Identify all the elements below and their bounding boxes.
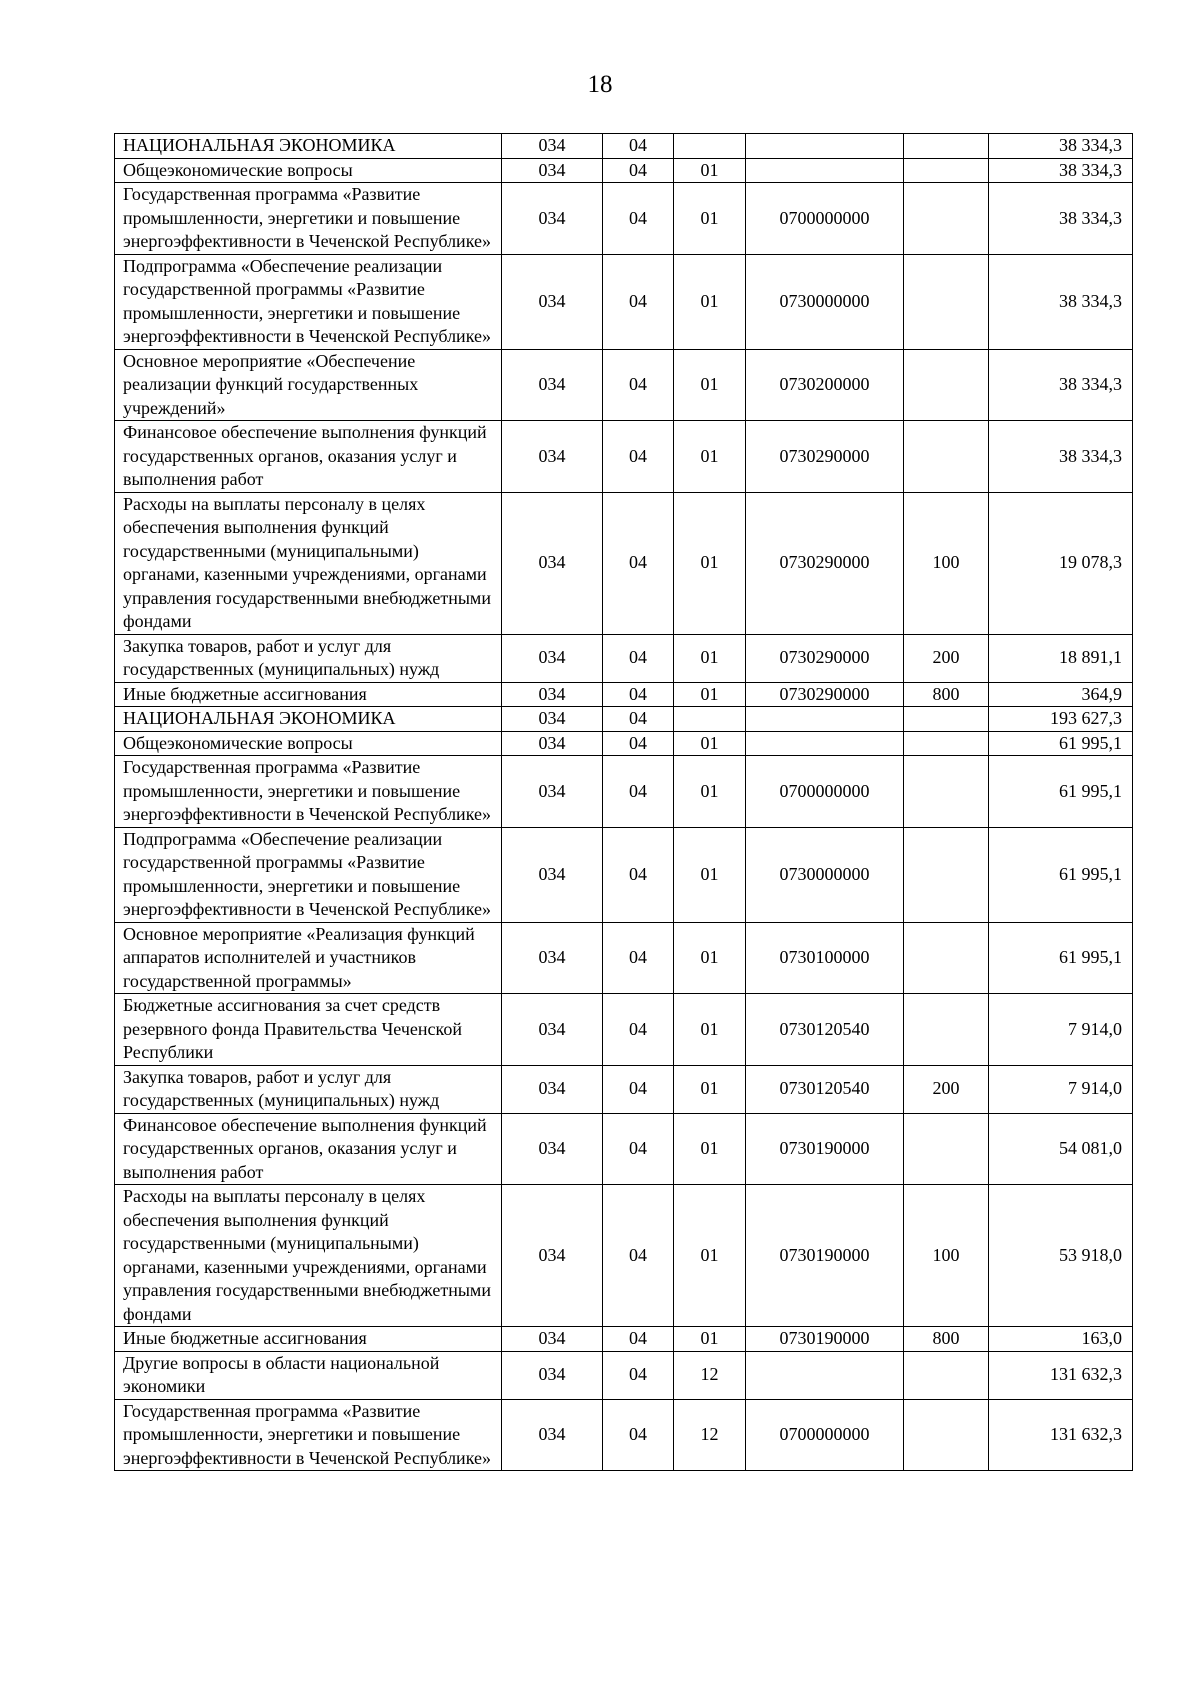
section-code-cell: 04 [603, 254, 674, 349]
expense-type-code-cell [904, 922, 989, 994]
amount-cell: 53 918,0 [989, 1185, 1133, 1327]
expense-type-code-cell [904, 1351, 989, 1399]
subsection-code-cell: 12 [674, 1399, 746, 1471]
expense-type-code-cell [904, 1399, 989, 1471]
subsection-code-cell: 12 [674, 1351, 746, 1399]
section-code-cell: 04 [603, 1351, 674, 1399]
section-code-cell: 04 [603, 1113, 674, 1185]
ministry-code-cell: 034 [502, 1185, 603, 1327]
expense-type-code-cell [904, 1113, 989, 1185]
subsection-code-cell: 01 [674, 731, 746, 756]
amount-cell: 61 995,1 [989, 731, 1133, 756]
section-code-cell: 04 [603, 634, 674, 682]
item-name-cell: Подпрограмма «Обеспечение реализации государственной программы «Развитие промышленности, энергетики и повышение энергоэффективности в Чеченской Республике» [115, 254, 502, 349]
amount-cell: 38 334,3 [989, 158, 1133, 183]
table-row [115, 1113, 1133, 1185]
table-row [115, 682, 1133, 707]
subsection-code-cell: 01 [674, 158, 746, 183]
expense-type-code-cell: 100 [904, 492, 989, 634]
subsection-code-cell: 01 [674, 254, 746, 349]
section-code-cell: 04 [603, 1185, 674, 1327]
ministry-code-cell: 034 [502, 254, 603, 349]
section-code-cell: 04 [603, 1065, 674, 1113]
expense-type-code-cell [904, 421, 989, 493]
subsection-code-cell: 01 [674, 827, 746, 922]
item-name-cell: НАЦИОНАЛЬНАЯ ЭКОНОМИКА [115, 134, 502, 159]
ministry-code-cell: 034 [502, 756, 603, 828]
item-name-cell: Другие вопросы в области национальной экономики [115, 1351, 502, 1399]
target-article-code-cell: 0730000000 [746, 254, 904, 349]
target-article-code-cell: 0730290000 [746, 634, 904, 682]
ministry-code-cell: 034 [502, 421, 603, 493]
page-number: 18 [587, 71, 613, 98]
section-code-cell: 04 [603, 183, 674, 255]
table-row [115, 421, 1133, 493]
ministry-code-cell: 034 [502, 158, 603, 183]
table-row [115, 134, 1133, 159]
item-name-cell: Закупка товаров, работ и услуг для государственных (муниципальных) нужд [115, 634, 502, 682]
table-row [115, 1327, 1133, 1352]
ministry-code-cell: 034 [502, 1351, 603, 1399]
table-row [115, 1351, 1133, 1399]
ministry-code-cell: 034 [502, 731, 603, 756]
amount-cell: 61 995,1 [989, 756, 1133, 828]
ministry-code-cell: 034 [502, 827, 603, 922]
ministry-code-cell: 034 [502, 682, 603, 707]
section-code-cell: 04 [603, 731, 674, 756]
target-article-code-cell: 0730120540 [746, 1065, 904, 1113]
section-code-cell: 04 [603, 1327, 674, 1352]
section-code-cell: 04 [603, 682, 674, 707]
expense-type-code-cell [904, 349, 989, 421]
item-name-cell: Подпрограмма «Обеспечение реализации государственной программы «Развитие промышленности, энергетики и повышение энергоэффективности в Чеченской Республике» [115, 827, 502, 922]
amount-cell: 19 078,3 [989, 492, 1133, 634]
item-name-cell: Иные бюджетные ассигнования [115, 682, 502, 707]
subsection-code-cell [674, 134, 746, 159]
expense-type-code-cell [904, 254, 989, 349]
item-name-cell: Общеэкономические вопросы [115, 731, 502, 756]
amount-cell: 61 995,1 [989, 827, 1133, 922]
ministry-code-cell: 034 [502, 1065, 603, 1113]
ministry-code-cell: 034 [502, 134, 603, 159]
expense-type-code-cell [904, 827, 989, 922]
item-name-cell: Государственная программа «Развитие промышленности, энергетики и повышение энергоэффективности в Чеченской Республике» [115, 1399, 502, 1471]
table-row [115, 254, 1133, 349]
amount-cell: 38 334,3 [989, 421, 1133, 493]
item-name-cell: Финансовое обеспечение выполнения функций государственных органов, оказания услуг и выполнения работ [115, 1113, 502, 1185]
section-code-cell: 04 [603, 1399, 674, 1471]
item-name-cell: Государственная программа «Развитие промышленности, энергетики и повышение энергоэффективности в Чеченской Республике» [115, 183, 502, 255]
target-article-code-cell [746, 707, 904, 732]
table-row [115, 827, 1133, 922]
ministry-code-cell: 034 [502, 1327, 603, 1352]
expense-type-code-cell: 200 [904, 634, 989, 682]
table-row [115, 183, 1133, 255]
expense-type-code-cell [904, 134, 989, 159]
amount-cell: 38 334,3 [989, 349, 1133, 421]
section-code-cell: 04 [603, 922, 674, 994]
table-body [115, 134, 1133, 1471]
subsection-code-cell: 01 [674, 1113, 746, 1185]
amount-cell: 38 334,3 [989, 183, 1133, 255]
expense-type-code-cell: 800 [904, 682, 989, 707]
amount-cell: 131 632,3 [989, 1351, 1133, 1399]
ministry-code-cell: 034 [502, 492, 603, 634]
subsection-code-cell: 01 [674, 421, 746, 493]
ministry-code-cell: 034 [502, 1113, 603, 1185]
target-article-code-cell: 0700000000 [746, 1399, 904, 1471]
subsection-code-cell: 01 [674, 994, 746, 1066]
target-article-code-cell [746, 1351, 904, 1399]
subsection-code-cell: 01 [674, 1185, 746, 1327]
item-name-cell: Закупка товаров, работ и услуг для государственных (муниципальных) нужд [115, 1065, 502, 1113]
item-name-cell: Общеэкономические вопросы [115, 158, 502, 183]
amount-cell: 7 914,0 [989, 994, 1133, 1066]
item-name-cell: НАЦИОНАЛЬНАЯ ЭКОНОМИКА [115, 707, 502, 732]
amount-cell: 61 995,1 [989, 922, 1133, 994]
subsection-code-cell: 01 [674, 1065, 746, 1113]
item-name-cell: Государственная программа «Развитие промышленности, энергетики и повышение энергоэффективности в Чеченской Республике» [115, 756, 502, 828]
target-article-code-cell: 0730200000 [746, 349, 904, 421]
expense-type-code-cell: 800 [904, 1327, 989, 1352]
amount-cell: 38 334,3 [989, 134, 1133, 159]
subsection-code-cell: 01 [674, 492, 746, 634]
table-row [115, 1185, 1133, 1327]
ministry-code-cell: 034 [502, 183, 603, 255]
table-row [115, 349, 1133, 421]
ministry-code-cell: 034 [502, 922, 603, 994]
section-code-cell: 04 [603, 134, 674, 159]
target-article-code-cell: 0730000000 [746, 827, 904, 922]
section-code-cell: 04 [603, 756, 674, 828]
item-name-cell: Расходы на выплаты персоналу в целях обеспечения выполнения функций государственными (муниципальными) органами, казенными учреждениями, органами управления государственными внебюджетными фондами [115, 1185, 502, 1327]
item-name-cell: Бюджетные ассигнования за счет средств резервного фонда Правительства Чеченской Республики [115, 994, 502, 1066]
target-article-code-cell: 0730290000 [746, 682, 904, 707]
item-name-cell: Иные бюджетные ассигнования [115, 1327, 502, 1352]
expense-type-code-cell [904, 707, 989, 732]
expense-type-code-cell [904, 183, 989, 255]
expense-type-code-cell [904, 731, 989, 756]
target-article-code-cell: 0730190000 [746, 1185, 904, 1327]
table-row [115, 492, 1133, 634]
target-article-code-cell: 0730120540 [746, 994, 904, 1066]
amount-cell: 54 081,0 [989, 1113, 1133, 1185]
subsection-code-cell: 01 [674, 183, 746, 255]
table-row [115, 756, 1133, 828]
amount-cell: 163,0 [989, 1327, 1133, 1352]
table-row [115, 1065, 1133, 1113]
item-name-cell: Финансовое обеспечение выполнения функций государственных органов, оказания услуг и выполнения работ [115, 421, 502, 493]
target-article-code-cell [746, 731, 904, 756]
table-row [115, 158, 1133, 183]
subsection-code-cell: 01 [674, 756, 746, 828]
section-code-cell: 04 [603, 158, 674, 183]
expense-type-code-cell: 100 [904, 1185, 989, 1327]
ministry-code-cell: 034 [502, 349, 603, 421]
target-article-code-cell: 0700000000 [746, 756, 904, 828]
table-row [115, 994, 1133, 1066]
amount-cell: 131 632,3 [989, 1399, 1133, 1471]
amount-cell: 364,9 [989, 682, 1133, 707]
item-name-cell: Расходы на выплаты персоналу в целях обеспечения выполнения функций государственными (муниципальными) органами, казенными учреждениями, органами управления государственными внебюджетными фондами [115, 492, 502, 634]
table-row [115, 634, 1133, 682]
table-row [115, 731, 1133, 756]
section-code-cell: 04 [603, 421, 674, 493]
target-article-code-cell: 0700000000 [746, 183, 904, 255]
amount-cell: 7 914,0 [989, 1065, 1133, 1113]
target-article-code-cell: 0730100000 [746, 922, 904, 994]
ministry-code-cell: 034 [502, 707, 603, 732]
expense-type-code-cell [904, 158, 989, 183]
item-name-cell: Основное мероприятие «Реализация функций аппаратов исполнителей и участников государственной программы» [115, 922, 502, 994]
expense-type-code-cell: 200 [904, 1065, 989, 1113]
table-row [115, 1399, 1133, 1471]
section-code-cell: 04 [603, 707, 674, 732]
amount-cell: 193 627,3 [989, 707, 1133, 732]
table-row [115, 707, 1133, 732]
section-code-cell: 04 [603, 994, 674, 1066]
target-article-code-cell: 0730290000 [746, 421, 904, 493]
section-code-cell: 04 [603, 349, 674, 421]
target-article-code-cell: 0730190000 [746, 1327, 904, 1352]
ministry-code-cell: 034 [502, 994, 603, 1066]
budget-table [114, 133, 1133, 1471]
expense-type-code-cell [904, 994, 989, 1066]
target-article-code-cell [746, 134, 904, 159]
subsection-code-cell: 01 [674, 634, 746, 682]
amount-cell: 38 334,3 [989, 254, 1133, 349]
table-row [115, 922, 1133, 994]
subsection-code-cell: 01 [674, 922, 746, 994]
target-article-code-cell: 0730190000 [746, 1113, 904, 1185]
subsection-code-cell: 01 [674, 1327, 746, 1352]
section-code-cell: 04 [603, 827, 674, 922]
ministry-code-cell: 034 [502, 634, 603, 682]
target-article-code-cell [746, 158, 904, 183]
amount-cell: 18 891,1 [989, 634, 1133, 682]
ministry-code-cell: 034 [502, 1399, 603, 1471]
expense-type-code-cell [904, 756, 989, 828]
section-code-cell: 04 [603, 492, 674, 634]
subsection-code-cell: 01 [674, 349, 746, 421]
subsection-code-cell [674, 707, 746, 732]
subsection-code-cell: 01 [674, 682, 746, 707]
target-article-code-cell: 0730290000 [746, 492, 904, 634]
item-name-cell: Основное мероприятие «Обеспечение реализации функций государственных учреждений» [115, 349, 502, 421]
